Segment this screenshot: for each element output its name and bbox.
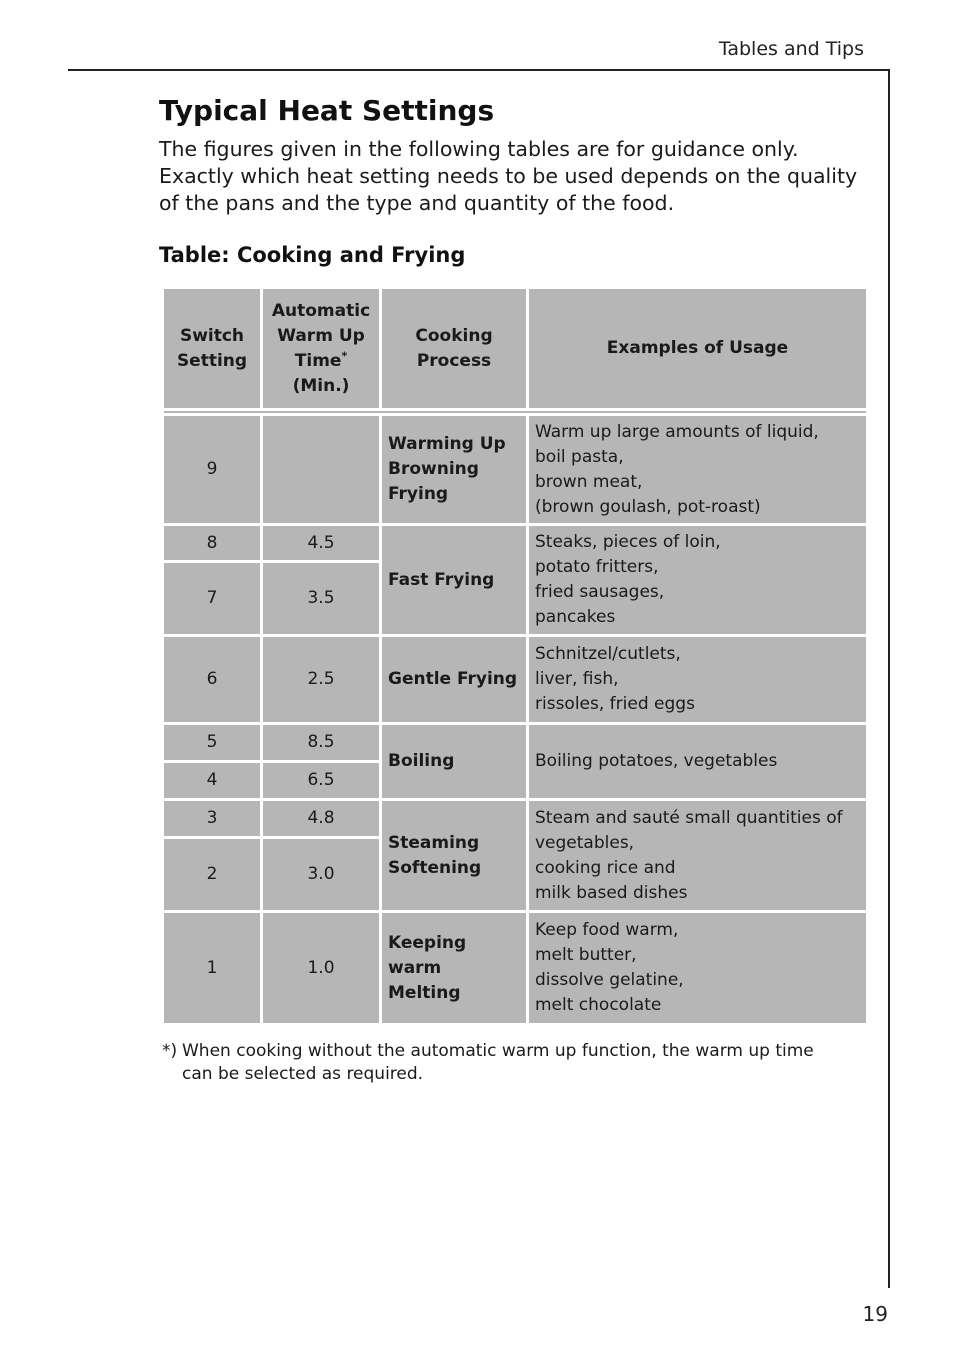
examples-cell: Boiling potatoes, vegetables [528, 724, 868, 800]
switch-setting-cell: 9 [163, 415, 262, 525]
table-heading: Table: Cooking and Frying [159, 243, 466, 267]
warm-up-time-cell: 6.5 [262, 762, 381, 800]
examples-cell: Warm up large amounts of liquid, boil pasta, brown meat, (brown goulash, pot-roast) [528, 415, 868, 525]
page-number: 19 [862, 1302, 888, 1326]
cooking-process-cell: Keeping warm Melting [381, 912, 528, 1025]
warm-up-time-cell: 8.5 [262, 724, 381, 762]
examples-cell: Schnitzel/cutlets, liver, fish, rissoles, fried eggs [528, 636, 868, 724]
margin-rule [888, 69, 890, 1288]
page-title: Typical Heat Settings [159, 94, 495, 127]
header-rule [68, 69, 890, 71]
switch-setting-cell: 6 [163, 636, 262, 724]
footnote-text: When cooking without the automatic warm up function, the warm up time can be selected as required. [182, 1041, 814, 1084]
switch-setting-cell: 3 [163, 800, 262, 838]
table-row [163, 636, 868, 724]
table-header-row [163, 288, 868, 410]
cooking-process-cell: Steaming Softening [381, 800, 528, 912]
cooking-process-cell: Gentle Frying [381, 636, 528, 724]
cooking-process-cell: Warming Up Browning Frying [381, 415, 528, 525]
cooking-process-cell: Fast Frying [381, 525, 528, 636]
heat-settings-table [161, 286, 869, 1026]
examples-cell: Keep food warm, melt butter, dissolve gelatine, melt chocolate [528, 912, 868, 1025]
running-header: Tables and Tips [718, 38, 864, 60]
footnote-marker: * [341, 348, 348, 362]
switch-setting-cell: 7 [163, 562, 262, 636]
warm-up-time-cell: 4.8 [262, 800, 381, 838]
table-row [163, 912, 868, 1025]
warm-up-time-cell: 1.0 [262, 912, 381, 1025]
table-row [163, 525, 868, 562]
switch-setting-cell: 5 [163, 724, 262, 762]
table-row [163, 724, 868, 762]
examples-cell: Steaks, pieces of loin, potato fritters, fried sausages, pancakes [528, 525, 868, 636]
intro-paragraph: The figures given in the following tables are for guidance only. Exactly which heat setting needs to be used depends on the quality of the pans and the type and quantity of the food. [159, 137, 858, 215]
switch-setting-cell: 2 [163, 838, 262, 912]
warm-up-time-cell: 3.5 [262, 562, 381, 636]
switch-setting-cell: 4 [163, 762, 262, 800]
warm-up-time-cell: 4.5 [262, 525, 381, 562]
cooking-process-cell: Boiling [381, 724, 528, 800]
footnote-mark: *) [162, 1041, 178, 1061]
switch-setting-cell: 1 [163, 912, 262, 1025]
warm-up-time-cell: 3.0 [262, 838, 381, 912]
warm-up-time-cell: 2.5 [262, 636, 381, 724]
table-row [163, 800, 868, 838]
header-examples-of-usage: Examples of Usage [528, 288, 868, 410]
table-footnote [162, 1040, 842, 1086]
header-warm-up-time: Automatic Warm Up Time* (Min.) [262, 288, 381, 410]
switch-setting-cell: 8 [163, 525, 262, 562]
examples-cell: Steam and sauté small quantities of vegetables, cooking rice and milk based dishes [528, 800, 868, 912]
header-switch-setting: Switch Setting [163, 288, 262, 410]
warm-up-time-cell [262, 415, 381, 525]
table-row [163, 415, 868, 525]
header-cooking-process: Cooking Process [381, 288, 528, 410]
